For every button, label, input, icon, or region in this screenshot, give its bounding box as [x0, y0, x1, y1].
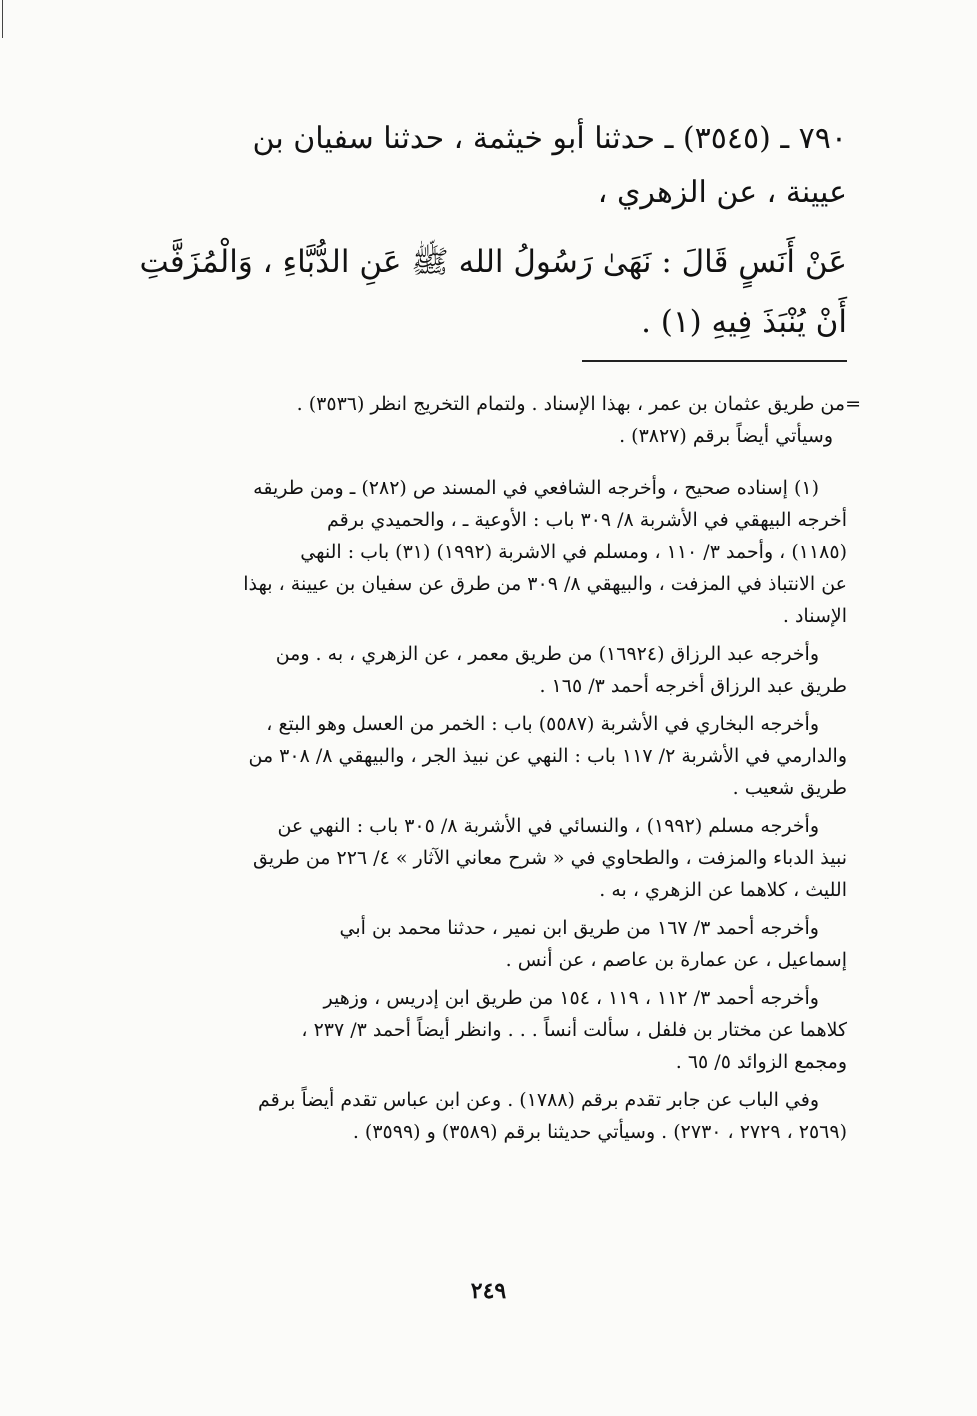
footnote-paragraph: [150, 810, 847, 906]
footnote-line: وأخرجه مسلم (١٩٩٢) ، والنسائي في الأشربة ٨/ ٣٠٥ باب : النهي عن: [277, 815, 819, 837]
footnote-line: نبيذ الدباء والمزفت ، والطحاوي في « شرح معاني الآثار » ٤/ ٢٢٦ من طريق: [253, 847, 847, 869]
footnote-line: وفي الباب عن جابر تقدم برقم (١٧٨٨) . وعن ابن عباس تقدم أيضاً برقم: [257, 1089, 819, 1111]
scan-edge-mark: [2, 0, 3, 38]
hadith-text-line: عَنْ أَنَسٍ قَالَ : نَهَىٰ رَسُولُ الله ﷺ عَنِ الدُّبَّاءِ ، وَالْمُزَفَّتِ: [139, 244, 847, 280]
footnote-line: الليث ، كلاهما عن الزهري ، به .: [599, 879, 847, 901]
footnote-line: وسيأتي أيضاً برقم (٣٨٢٧) .: [619, 425, 833, 447]
footnote-line: وأخرجه البخاري في الأشربة (٥٥٨٧) باب : الخمر من العسل وهو البتع ،: [266, 713, 819, 735]
footnote-line: (٢٥٦٩ ، ٢٧٢٩ ، ٢٧٣٠) . وسيأتي حديثنا برقم (٣٥٨٩) و (٣٥٩٩) .: [352, 1121, 847, 1143]
footnote-line: وأخرجه أحمد ٣/ ١١٢ ، ١١٩ ، ١٥٤ من طريق ابن إدريس ، وزهير: [323, 987, 819, 1009]
footnote-line: =من طريق عثمان بن عمر ، بهذا الإسناد . ولتمام التخريج انظر (٣٥٣٦) .: [296, 393, 861, 415]
footnote-1: [150, 472, 847, 632]
footnote-line: كلاهما عن مختار بن فلفل ، سألت أنساً . . . وانظر أيضاً أحمد ٣/ ٢٣٧ ،: [301, 1019, 847, 1041]
footnote-line: (١) إسناده صحيح ، وأخرجه الشافعي في المسند ص (٢٨٢) ـ ومن طريقه: [253, 477, 819, 499]
footnote-paragraph: [150, 708, 847, 804]
footnote-line: (١١٨٥) ، وأحمد ٣/ ١١٠ ، ومسلم في الاشربة (١٩٩٢) (٣١) باب : النهي: [300, 541, 847, 563]
footnote-paragraph: [150, 1084, 847, 1148]
footnote-continuation: [150, 388, 861, 452]
footnote-line: والدارمي في الأشربة ٢/ ١١٧ باب : النهي عن نبيذ الجر ، والبيهقي ٨/ ٣٠٨ من: [248, 745, 847, 767]
hadith-text-line: أَنْ يُنْبَذَ فِيهِ (١) .: [641, 304, 847, 340]
footnote-paragraph: [150, 912, 847, 976]
footnote-line: إسماعيل ، عن عمارة بن عاصم ، عن أنس .: [505, 949, 847, 971]
footnote-line: أخرجه البيهقي في الأشربة ٨/ ٣٠٩ باب : الأوعية ـ ، والحميدي برقم: [326, 509, 847, 531]
footnote-paragraph: [150, 982, 847, 1078]
hadith-chain-line: ٧٩٠ ـ (٣٥٤٥) ـ حدثنا أبو خيثمة ، حدثنا سفيان بن: [252, 121, 847, 156]
footnote-line: الإسناد .: [782, 605, 847, 627]
page-number: ٢٤٩: [470, 1278, 507, 1304]
footnote-line: عن الانتباذ في المزفت ، والبيهقي ٨/ ٣٠٩ من طرق عن سفيان بن عيينة ، بهذا: [243, 573, 847, 595]
footnote-separator: [582, 360, 847, 362]
footnote-line: طريق شعيب .: [732, 777, 847, 799]
footnote-line: وأخرجه أحمد ٣/ ١٦٧ من طريق ابن نمير ، حدثنا محمد بن أبي: [339, 917, 819, 939]
footnote-line: ومجمع الزوائد ٥/ ٦٥ .: [675, 1051, 847, 1073]
footnote-paragraph: [150, 638, 847, 702]
hadith-chain-line: عيينة ، عن الزهري ،: [597, 175, 847, 210]
hadith-text: [139, 232, 847, 352]
hadith-chain: [150, 112, 847, 220]
footnote-line: وأخرجه عبد الرزاق (١٦٩٢٤) من طريق معمر ، عن الزهري ، به . ومن: [275, 643, 819, 665]
footnote-line: طريق عبد الرزاق أخرجه أحمد ٣/ ١٦٥ .: [539, 675, 847, 697]
footnotes: [150, 388, 861, 1154]
